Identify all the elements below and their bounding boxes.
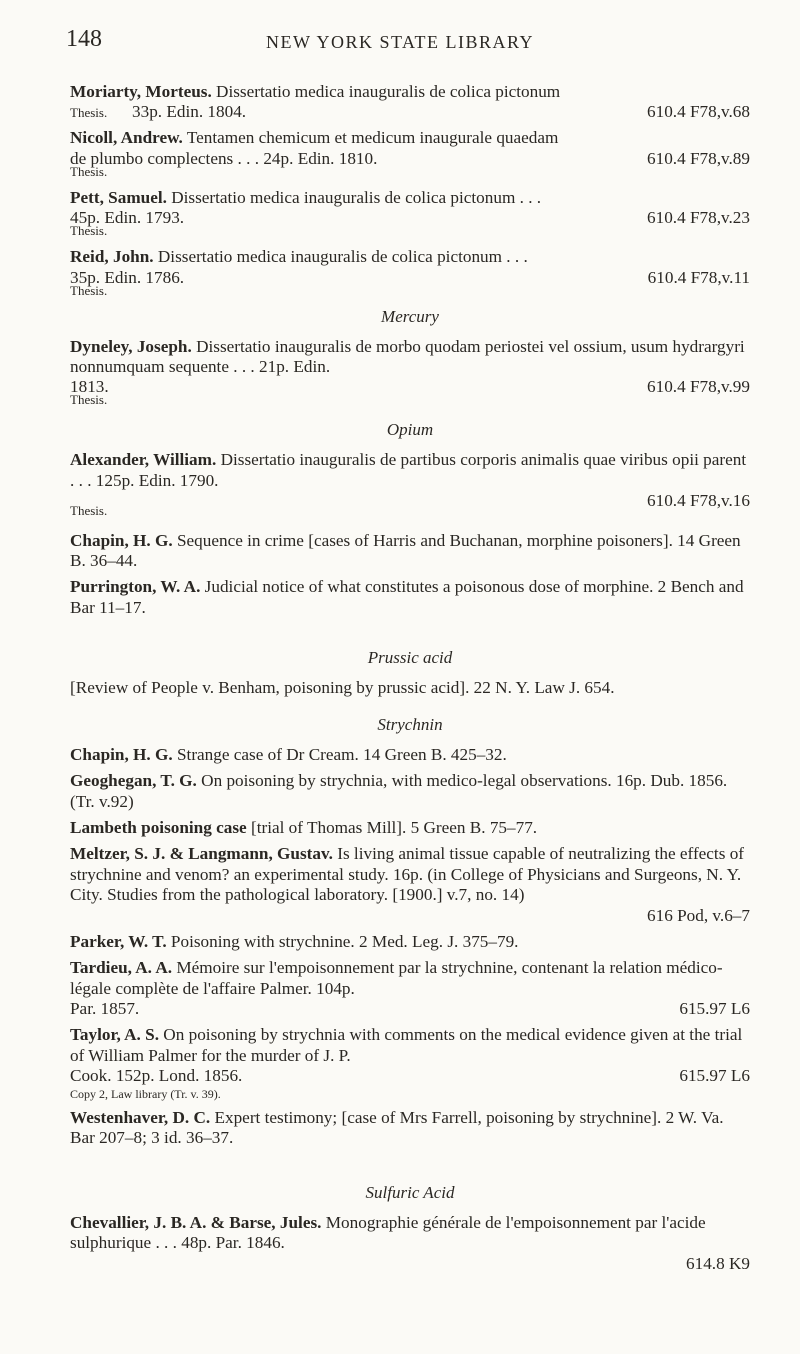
entry-author: Purrington, W. A. [70, 577, 201, 597]
entry-text: Poisoning with strychnine. 2 Med. Leg. J. 375–79. [170, 931, 519, 951]
entry-text: Sequence in crime [cases of Harris and Buchanan, morphine poisoners]. 14 Green B. 36–44. [70, 530, 741, 571]
call-number: 610.4 F78,v.68 [647, 102, 750, 122]
entry-author: Lambeth poisoning case [70, 817, 247, 837]
call-number: 616 Pod, v.6–7 [647, 905, 750, 925]
section-heading-prussic-acid: Prussic acid [367, 648, 453, 668]
entry-text: Dissertatio medica inauguralis de colica pictonum [216, 82, 561, 101]
entry [70, 678, 750, 698]
entry-tail: Par. 1857. [70, 999, 140, 1019]
entry-author: Alexander, William. [70, 450, 217, 470]
entry-author: Pett, Samuel. [70, 187, 167, 207]
entry-tail: 45p. Edin. 1793. [70, 208, 185, 228]
entry [70, 82, 750, 122]
entry-tail: 35p. Edin. 1786. [70, 267, 185, 287]
section-heading-strychnin: Strychnin [377, 714, 443, 734]
entry [70, 745, 750, 765]
entry-author: Chapin, H. G. [70, 744, 173, 764]
entry [70, 450, 750, 524]
entry [70, 577, 750, 618]
entry-text: Tentamen chemicum et medicum inaugurale quaedam [186, 128, 559, 148]
section-heading-opium: Opium [386, 420, 434, 440]
entry-author: Tardieu, A. A. [70, 958, 173, 978]
entry-tail: Cook. 152p. Lond. 1856. [70, 1065, 243, 1085]
entry-author: Parker, W. T. [70, 931, 167, 951]
entry [70, 932, 750, 952]
entry-text: Dissertatio inauguralis de partibus corporis animalis quae viribus opii parent . . . 125p. Edin. 1790. [70, 450, 747, 490]
call-number: 610.4 F78,v.99 [647, 377, 750, 397]
thesis-label: Thesis. [70, 392, 108, 408]
call-number: 610.4 F78,v.16 [647, 491, 750, 511]
entry-tail: 1813. [70, 377, 109, 397]
entry-text: Is living animal tissue capable of neutralizing the effects of strychnine and venom? an experimental study. 16p. (in College of Physicians and Surgeons, N. Y. City. Studies from the pathological laboratory. [1900.] v.7, no. 14) [70, 844, 745, 905]
page-header [0, 26, 800, 66]
entry [70, 1213, 750, 1274]
entry-text: [trial of Thomas Mill]. 5 Green B. 75–77. [250, 817, 538, 837]
copy-note: Copy 2, Law library (Tr. v. 39). [70, 1086, 221, 1101]
entry [70, 247, 750, 300]
entry [70, 771, 750, 812]
entry [70, 1025, 750, 1102]
entry-text: On poisoning by strychnia, with medico-legal observations. 16p. Dub. 1856. (Tr. v.92) [70, 771, 728, 811]
thesis-label: Thesis. [70, 282, 108, 298]
entry-text: 22 N. Y. Law J. 654. [473, 678, 615, 698]
thesis-label: Thesis. [70, 163, 108, 179]
section-heading-sulfuric-acid: Sulfuric Acid [365, 1182, 455, 1202]
entry-text: Mémoire sur l'empoisonnement par la strychnine, contenant la relation médico-légale complète de l'affaire Palmer. 104p. [70, 958, 723, 998]
entry-author: Geoghegan, T. G. [70, 771, 197, 791]
entry-text: Expert testimony; [case of Mrs Farrell, poisoning by strychnine]. 2 W. Va. Bar 207–8; 3 id. 36–37. [70, 1107, 724, 1148]
entry-author: Nicoll, Andrew. [70, 128, 183, 148]
entry-tail: de plumbo complectens . . . 24p. Edin. 1810. [70, 148, 378, 168]
section-heading-mercury: Mercury [381, 306, 439, 326]
entry [70, 337, 750, 411]
call-number: 615.97 L6 [679, 1065, 750, 1085]
entry [70, 818, 750, 838]
entry-text: On poisoning by strychnia with comments on the medical evidence given at the trial of William Palmer for the murder of J. P. [70, 1025, 743, 1065]
entry-text: Strange case of Dr Cream. 14 Green B. 425–32. [176, 744, 507, 764]
entry-author: Moriarty, Morteus. [70, 82, 212, 101]
entry [70, 128, 750, 181]
entry-author: Westenhaver, D. C. [70, 1107, 211, 1127]
call-number: 615.97 L6 [679, 999, 750, 1019]
entry [70, 531, 750, 572]
entry-text: Dissertatio medica inauguralis de colica pictonum . . . [157, 247, 528, 267]
bibliography [70, 82, 750, 1280]
entry-author: Reid, John. [70, 247, 154, 267]
page-number: 148 [66, 26, 102, 52]
call-number: 610.4 F78,v.89 [647, 148, 750, 168]
entry [70, 1108, 750, 1149]
entry-author: Meltzer, S. J. & Langmann, Gustav. [70, 844, 333, 864]
thesis-label: Thesis. [70, 105, 108, 121]
entry [70, 188, 750, 241]
entry-author: Chevallier, J. B. A. & Barse, Jules. [70, 1212, 322, 1232]
entry-author: Taylor, A. S. [70, 1025, 159, 1045]
entry-text: Judicial notice of what constitutes a poisonous dose of morphine. 2 Bench and Bar 11–17. [70, 577, 744, 617]
thesis-label: Thesis. [70, 502, 108, 518]
call-number: 614.8 K9 [686, 1253, 750, 1273]
thesis-label: Thesis. [70, 223, 108, 239]
entry-author: Chapin, H. G. [70, 530, 173, 550]
entry-author: [Review of People v. Benham, poisoning by prussic acid]. [70, 678, 470, 698]
entry [70, 844, 750, 926]
entry-tail: 33p. Edin. 1804. [132, 102, 247, 122]
entry-text: Dissertatio inauguralis de morbo quodam periostei vel ossium, usum hydrargyri nonnumquam sequente . . . 21p. Edin. [70, 336, 745, 377]
call-number: 610.4 F78,v.11 [647, 267, 750, 287]
call-number: 610.4 F78,v.23 [647, 208, 750, 228]
entry-text: Monographie générale de l'empoisonnement par l'acide sulphurique . . . 48p. Par. 1846. [70, 1212, 706, 1253]
entry-text: Dissertatio medica inauguralis de colica pictonum . . . [171, 187, 542, 207]
entry-author: Dyneley, Joseph. [70, 336, 192, 356]
running-head: NEW YORK STATE LIBRARY [265, 32, 535, 52]
entry [70, 958, 750, 1019]
